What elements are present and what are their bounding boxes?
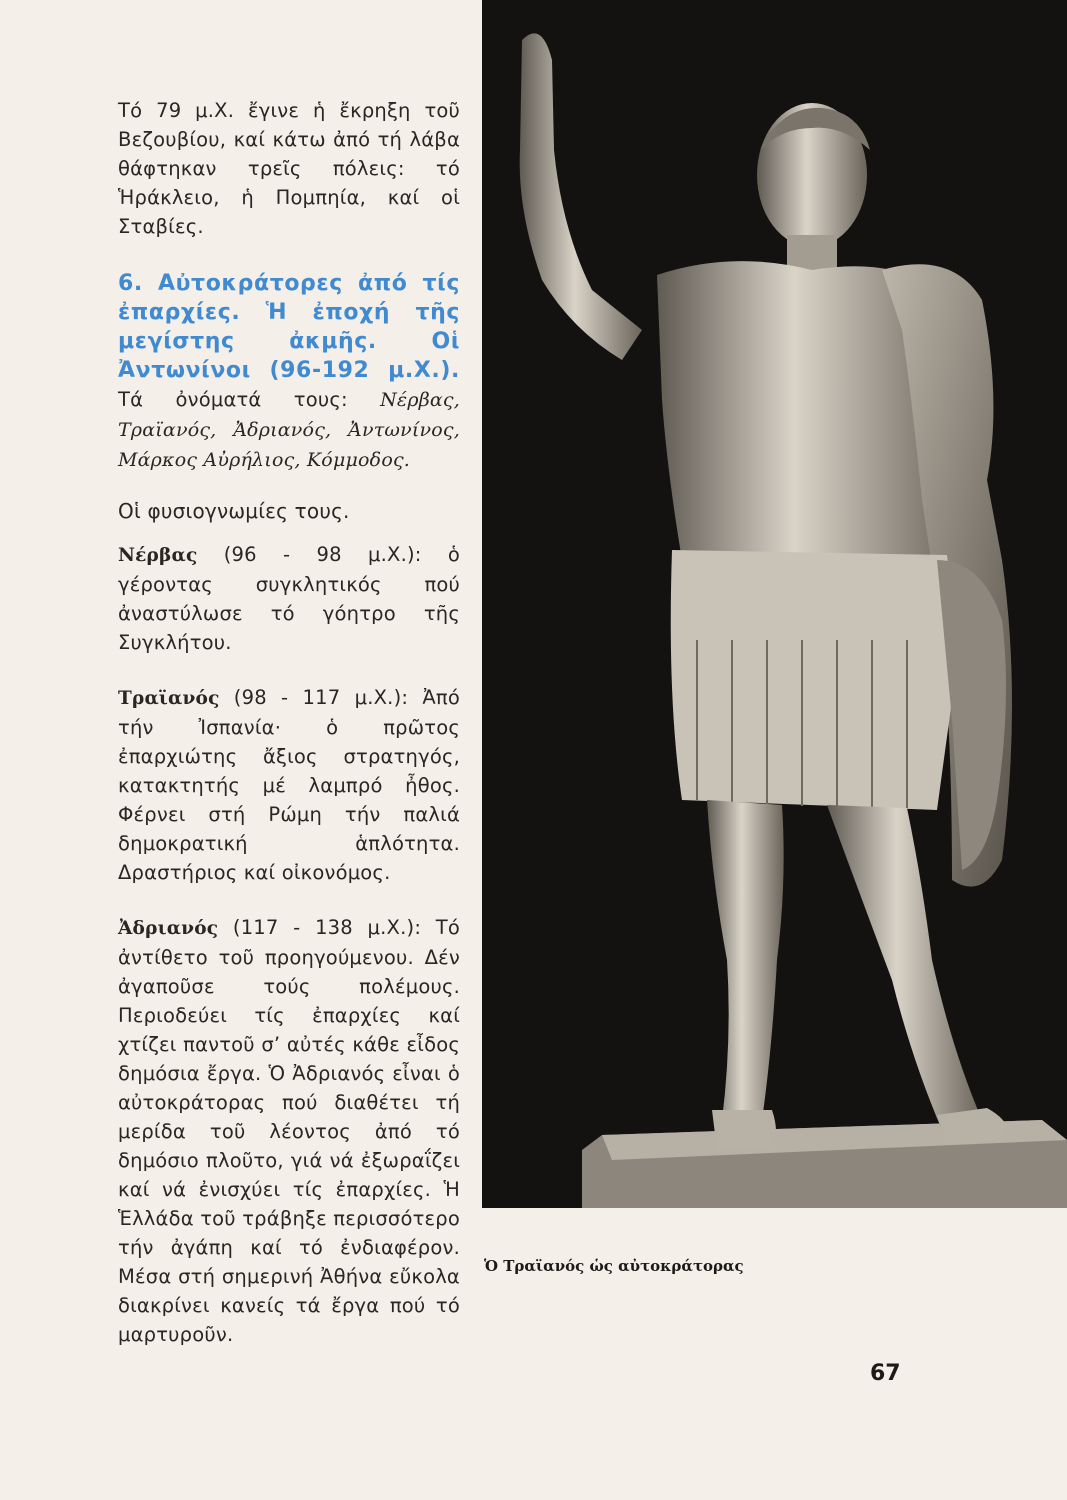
statue-photograph	[482, 0, 1067, 1208]
armour-skirt	[671, 550, 954, 810]
section-heading: 6. Αὐτοκράτορες ἀπό τίς ἐπαρχίες. Ἡ ἐποχή τῆς μεγίστης ἀκμῆς. Οἱ Ἀντωνίνοι (96-192 μ.Χ.).	[118, 271, 460, 383]
entry-text: (117 - 138 μ.Χ.): Τό ἀντίθετο τοῦ προηγούμενου. Δέν ἀγαποῦσε τούς πολέμους. Περιοδεύει τίς ἐπαρχίες καί χτίζει παντοῦ σ’ αὐτές κάθε εἶδος δημόσια ἔργα. Ὁ Ἀδριανός εἶναι ὁ αὐτοκράτορας πού διαθέτει τή μερίδα τοῦ λέοντος ἀπό τό δημόσιο πλοῦτο, γιά νά ἐξωραΐζει καί νά ἐνισχύει τίς ἐπαρχίες. Ἡ Ἑλλάδα τοῦ τράβηξε περισσότερο τήν ἀγάπη καί τό ἐνδιαφέρον. Μέσα στή σημερινή Ἀθήνα εὔκολα διακρίνει κανείς τά ἔργα πού τό μαρτυροῦν.	[118, 916, 460, 1346]
entry-text: (98 - 117 μ.Χ.): Ἀπό τήν Ἰσπανία· ὁ πρῶτος ἐπαρχιώτης ἄξιος στρατηγός, κατακτητής μέ λαμπρό ἦθος. Φέρνει στή Ρώμη τήν παλιά δημοκρατική ἁπλότητα. Δραστήριος καί οἰκονόμος.	[118, 686, 460, 884]
entry-text: (96 - 98 μ.Χ.): ὁ γέροντας συγκλητικός πού ἀναστύλωσε τό γόητρο τῆς Συγκλήτου.	[118, 543, 460, 654]
left-foot	[712, 1110, 776, 1150]
entry-name: Ἀδριανός	[118, 918, 219, 939]
emperor-names: Νέρβας, Τραϊανός, Ἀδριανός, Ἀντωνίνος, Μάρκος Αὐρήλιος, Κόμμοδος.	[118, 389, 460, 471]
entry-nerva	[118, 540, 460, 657]
entry-hadrian	[118, 913, 460, 1349]
figure-caption: Ὁ Τραϊανός ὡς αὐτοκράτορας	[484, 1257, 744, 1275]
entry-name: Νέρβας	[118, 545, 198, 566]
entry-name: Τραϊανός	[118, 688, 220, 709]
section-subheading: Οἱ φυσιογνωμίες τους.	[118, 499, 350, 523]
page-number: 67	[870, 1361, 901, 1386]
section-heading-block	[118, 269, 460, 475]
intro-paragraph: Τό 79 μ.Χ. ἔγινε ἡ ἔκρηξη τοῦ Βεζουβίου, καί κάτω ἀπό τή λάβα θάφτηκαν τρεῖς πόλεις: τό Ἡράκλειο, ἡ Πομπηία, καί οἱ Σταβίες.	[118, 99, 460, 238]
statue-illustration	[482, 0, 1067, 1208]
entry-trajan	[118, 683, 460, 887]
section-intro-text: Τά ὀνόματά τους:	[118, 388, 348, 411]
text-column	[118, 96, 460, 1375]
